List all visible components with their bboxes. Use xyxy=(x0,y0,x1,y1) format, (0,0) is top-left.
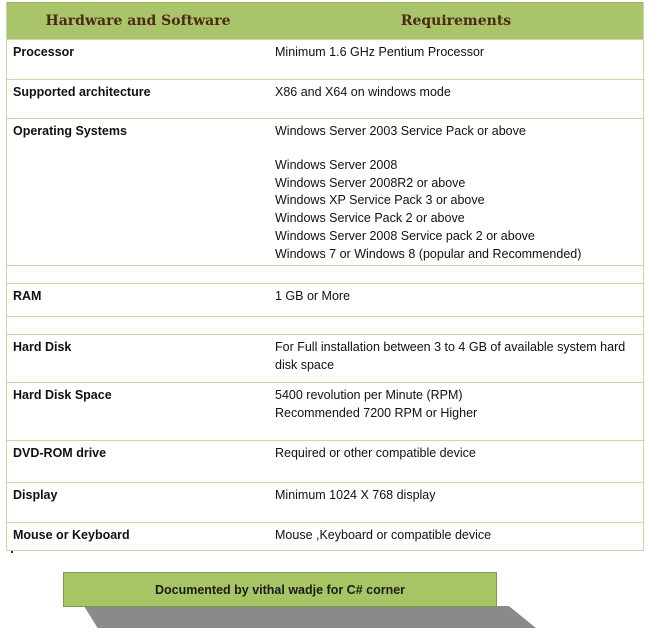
table-row-hard-disk-space xyxy=(7,382,643,440)
table-row-ram xyxy=(7,283,643,316)
row-value-line: Windows Server 2003 Service Pack or above xyxy=(275,124,526,138)
row-value-line: 1 GB or More xyxy=(275,289,351,303)
row-label: Hard Disk xyxy=(13,340,72,354)
row-label: Display xyxy=(13,488,58,502)
table-row-processor xyxy=(7,39,643,79)
table-row-operating-systems xyxy=(7,118,643,265)
row-value xyxy=(269,40,643,79)
row-value xyxy=(269,441,643,482)
row-value-line: Windows Server 2008 xyxy=(275,157,398,172)
row-value-line: For Full installation between 3 to 4 GB of available system hard disk space xyxy=(275,340,626,372)
row-value xyxy=(269,119,643,265)
row-value-line: Minimum 1.6 GHz Pentium Processor xyxy=(275,45,485,59)
row-label: Operating Systems xyxy=(13,124,127,138)
row-value-line: Minimum 1024 X 768 display xyxy=(275,488,436,502)
row-value xyxy=(269,80,643,118)
row-value-line: Windows 7 or Windows 8 (popular and Recommended) xyxy=(275,246,582,261)
table-row-dvd-rom xyxy=(7,440,643,482)
row-label: RAM xyxy=(13,289,42,303)
table-row-empty xyxy=(7,316,643,334)
row-value-line: 5400 revolution per Minute (RPM) xyxy=(275,388,463,402)
row-value xyxy=(269,523,643,550)
table-row-display xyxy=(7,482,643,522)
row-value-line: Windows XP Service Pack 3 or above xyxy=(275,193,485,208)
row-value xyxy=(269,335,643,382)
table-row-hard-disk xyxy=(7,334,643,382)
row-value-line: Required or other compatible device xyxy=(275,446,476,460)
table-row-architecture xyxy=(7,79,643,118)
row-value-line: X86 and X64 on windows mode xyxy=(275,85,451,99)
table-row-mouse-keyboard xyxy=(7,522,643,550)
row-label: Processor xyxy=(13,45,75,59)
row-value xyxy=(269,284,643,316)
row-label: Hard Disk Space xyxy=(13,388,112,402)
row-value-line: Windows Server 2008R2 or above xyxy=(275,175,466,190)
footer-banner-text: Documented by vithal wadje for C# corner xyxy=(154,582,406,597)
table-row-empty xyxy=(7,265,643,283)
row-value xyxy=(269,483,643,522)
table-header xyxy=(7,2,643,39)
header-hardware-software: Hardware and Software xyxy=(45,13,231,29)
row-value-line: Windows Service Pack 2 or above xyxy=(275,211,465,226)
header-requirements: Requirements xyxy=(400,13,512,29)
row-value-line: Recommended 7200 RPM or Higher xyxy=(275,405,478,420)
row-value xyxy=(269,383,643,440)
row-label: Mouse or Keyboard xyxy=(13,528,130,542)
footer-banner xyxy=(63,572,497,607)
stray-dot xyxy=(11,551,13,553)
row-value-line: Mouse ,Keyboard or compatible device xyxy=(275,528,492,542)
row-label: Supported architecture xyxy=(13,85,151,99)
row-label: DVD-ROM drive xyxy=(13,446,107,460)
banner-shadow xyxy=(84,606,536,628)
requirements-table xyxy=(6,2,644,551)
row-value-line: Windows Server 2008 Service pack 2 or above xyxy=(275,228,535,243)
